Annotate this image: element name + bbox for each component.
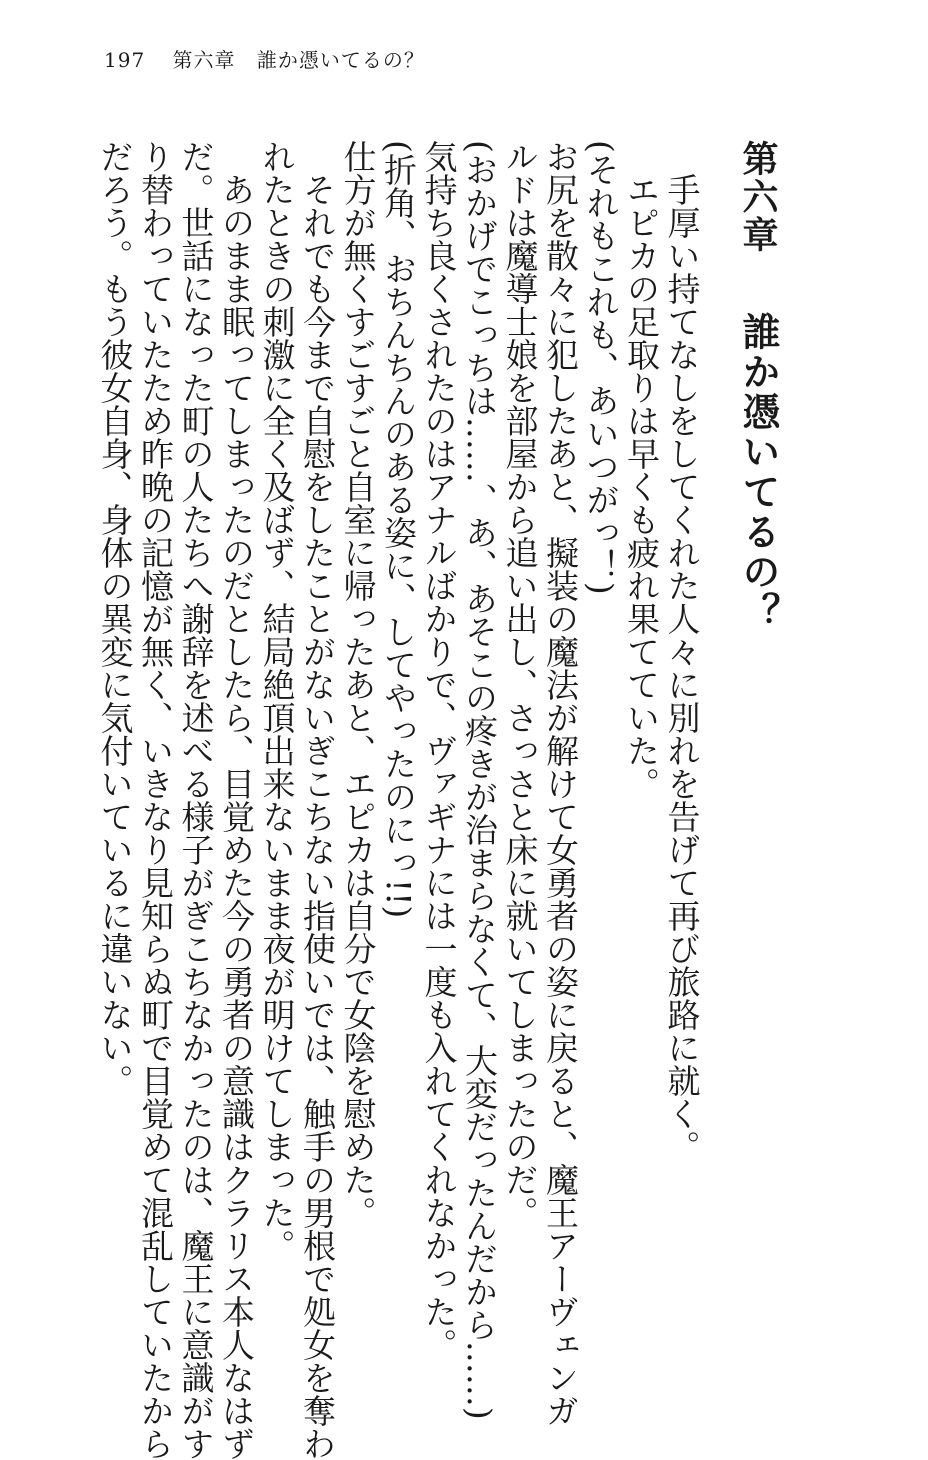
text-line: (それもこれも、あいつがっ！)	[581, 140, 621, 595]
page-number: 197	[104, 48, 146, 72]
text-line: あのまま眠ってしまったのだとしたら、目覚めた今の勇者の意識はクラリス本人なはず	[217, 173, 256, 1460]
text-line: 仕方が無くすごすごと自室に帰ったあと、エピカは自分で女陰を慰めた。	[338, 140, 378, 1229]
chapter-heading-label: 第六章	[737, 140, 779, 254]
vertical-body-text	[94, 140, 781, 1460]
text-line: (折角、おちんちんのある姿に、してやったのにっ!!)	[379, 140, 418, 919]
text-line: エピカの足取りは早くも疲れ果てていた。	[622, 173, 661, 800]
text-line: それでも今まで自慰をしたことがないぎこちない指使いでは、触手の男根で処女を奪わ	[298, 173, 337, 1460]
text-line: (おかげでこっちは……、あ、あそこの疼きが治まらなくて、大変だったんだから……)	[460, 140, 499, 1420]
text-line: お尻を散々に犯したあと、擬装の魔法が解けて女勇者の姿に戻ると、魔王アーヴェンガ	[541, 140, 580, 1427]
text-line: 手厚い持てなしをしてくれた人々に別れを告げて再び旅路に就く。	[662, 173, 702, 1163]
text-line: れたときの刺激に全く及ばず、結局絶頂出来ないまま夜が明けてしまった。	[257, 140, 297, 1262]
running-head-chapter-label: 第六章	[172, 48, 236, 72]
chapter-heading	[738, 140, 779, 1200]
running-head	[104, 44, 425, 73]
text-line: だろう。もう彼女自身、身体の異変に気付いているに違いない。	[95, 140, 135, 1097]
text-line: 気持ち良くされたのはアナルばかりで、ヴァギナには一度も入れてくれなかった。	[419, 140, 459, 1361]
text-line: ルドは魔導士娘を部屋から追い出し、さっさと床に就いてしまったのだ。	[500, 140, 540, 1229]
text-line: だ。世話になった町の人たちへ謝辞を述べる様子がぎこちなかったのは、魔王に意識がす	[176, 140, 216, 1460]
chapter-heading-name: 誰か憑いてるの？	[736, 312, 781, 632]
running-head-chapter-name: 誰か憑いてるの？	[256, 48, 425, 72]
text-line: り替わっていたため昨晩の記憶が無く、いきなり見知らぬ町で目覚めて混乱していたから	[136, 140, 175, 1460]
